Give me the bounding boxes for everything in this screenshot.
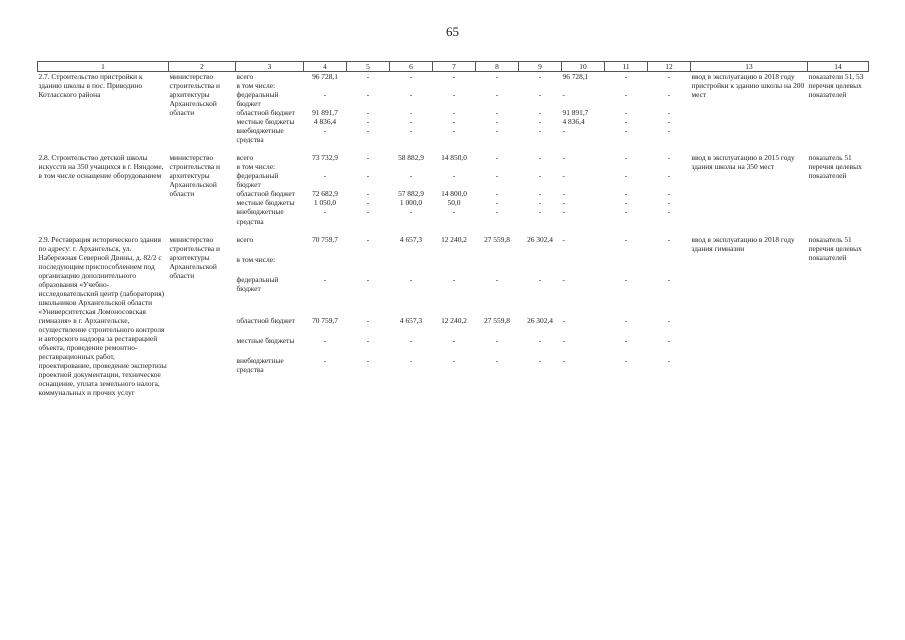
amount-cell: 50,0	[447, 198, 461, 208]
amount-cell: -	[624, 275, 628, 285]
amount-cell: -	[409, 207, 413, 217]
amount-cell: 70 759,7	[312, 234, 338, 244]
amount-cell: -	[624, 207, 628, 217]
amount-cell: 26 302,4	[527, 315, 553, 325]
amount-cell: 12 240,2	[441, 234, 467, 244]
amount-cell	[476, 162, 519, 171]
expected-result: ввод в эксплуатацию в 2015 году здания школы на 350 мест	[691, 153, 795, 172]
amount-cell	[304, 162, 347, 171]
table-row	[38, 72, 869, 82]
amount-cell: -	[366, 207, 370, 217]
amount-cell: -	[366, 189, 370, 199]
amount-cell: -	[538, 108, 542, 118]
responsible-executor: министерство строительства и архитектуры Архангельской области	[169, 234, 221, 280]
spacer-cell	[38, 226, 869, 235]
amount-cell: -	[624, 72, 628, 82]
amount-cell: -	[452, 72, 456, 82]
amount-cell: -	[323, 275, 327, 285]
column-number: 7	[433, 62, 476, 72]
amount-cell: -	[323, 356, 327, 366]
target-indicator: показатель 51 перечня целевых показателей	[808, 234, 862, 262]
amount-cell: 4 657,3	[399, 315, 423, 325]
column-number: 9	[519, 62, 562, 72]
amount-cell: -	[562, 275, 565, 285]
funding-source: в том числе:	[236, 254, 276, 264]
amount-cell: 96 728,1	[312, 72, 338, 82]
table-row	[38, 153, 869, 162]
column-number: 4	[304, 62, 347, 72]
amount-cell	[605, 162, 648, 171]
amount-cell: -	[452, 117, 456, 127]
amount-cell: -	[538, 336, 542, 346]
amount-cell	[476, 255, 519, 275]
measure-name: 2.9. Реставрация исторического здания по адресу: г. Архангельск, ул. Набережная Северной Двины, д. 82/2 с последующим приспособлением под организацию дополнительного образования «Учебно-исследовательский центр (лаборатория) школьников Архангельской области «Университетская Ломоносовская гимназия» в г. Архангельске, осуществление строительного контроля и авторского надзора за реставрацией объекта, проведение ремонтно-реставрационных работ, проектирование, проведение экспертизы проектной документации, техническое оснащение, уплата земельного налога, коммунальных и прочих услуг	[38, 234, 167, 398]
amount-cell	[347, 255, 390, 275]
amount-cell: -	[495, 90, 499, 100]
amount-cell: 70 759,7	[312, 315, 338, 325]
amount-cell: -	[667, 108, 671, 118]
amount-cell: -	[452, 108, 456, 118]
amount-cell: -	[409, 117, 413, 127]
funding-source: федеральный бюджет	[236, 171, 279, 190]
amount-cell: -	[562, 126, 565, 136]
amount-cell	[304, 255, 347, 275]
amount-cell: 73 732,9	[312, 153, 338, 163]
amount-cell: 26 302,4	[527, 234, 553, 244]
amount-cell: 27 559,8	[484, 234, 510, 244]
amount-cell: -	[323, 207, 327, 217]
amount-cell	[605, 81, 648, 90]
spacer-cell	[38, 144, 869, 153]
amount-cell: -	[538, 72, 542, 82]
column-number: 3	[236, 62, 304, 72]
amount-cell	[648, 255, 691, 275]
amount-cell: -	[562, 207, 565, 217]
amount-cell	[519, 162, 562, 171]
amount-cell	[476, 81, 519, 90]
amount-cell: -	[409, 275, 413, 285]
amount-cell: -	[562, 90, 565, 100]
measure-name: 2.8. Строительство детской школы искусств на 350 учащихся в г. Няндоме, в том числе оснащение оборудованием	[38, 153, 164, 181]
amount-cell: -	[538, 356, 542, 366]
funding-source: внебюджетные средства	[236, 207, 284, 226]
amount-cell: 14 850,0	[441, 153, 467, 163]
amount-cell: -	[495, 126, 499, 136]
amount-cell: -	[366, 171, 370, 181]
amount-cell: -	[409, 336, 413, 346]
amount-cell: 4 836,4	[313, 117, 337, 127]
amount-cell: -	[667, 189, 671, 199]
amount-cell: 1 050,0	[313, 198, 337, 208]
amount-cell: -	[495, 108, 499, 118]
funding-source: федеральный бюджет	[236, 275, 279, 294]
amount-cell: -	[562, 336, 565, 346]
amount-cell	[562, 255, 605, 275]
amount-cell: -	[409, 90, 413, 100]
column-number: 2	[169, 62, 236, 72]
column-number-row	[38, 62, 869, 72]
amount-cell: -	[366, 153, 370, 163]
column-number: 1	[38, 62, 169, 72]
amount-cell	[390, 255, 433, 275]
funding-source: областной бюджет	[236, 108, 295, 118]
amount-cell: -	[624, 189, 628, 199]
amount-cell: -	[495, 336, 499, 346]
funding-source: областной бюджет	[236, 315, 295, 325]
amount-cell: -	[538, 90, 542, 100]
amount-cell: -	[323, 90, 327, 100]
amount-cell: 4 836,4	[562, 117, 585, 127]
amount-cell: -	[366, 336, 370, 346]
measure-name: 2.7. Строительство пристройки к зданию школы в пос. Приводино Котласского района	[38, 72, 143, 100]
amount-cell: -	[667, 72, 671, 82]
amount-cell: -	[452, 207, 456, 217]
amount-cell: -	[366, 126, 370, 136]
amount-cell: -	[323, 171, 327, 181]
amount-cell: -	[538, 189, 542, 199]
amount-cell	[648, 162, 691, 171]
amount-cell	[648, 81, 691, 90]
section-spacer	[38, 144, 869, 153]
amount-cell	[347, 81, 390, 90]
amount-cell: -	[452, 171, 456, 181]
amount-cell: -	[624, 198, 628, 208]
amount-cell: -	[667, 234, 671, 244]
amount-cell: -	[624, 126, 628, 136]
amount-cell	[605, 255, 648, 275]
amount-cell: -	[495, 275, 499, 285]
amount-cell	[433, 162, 476, 171]
amount-cell	[519, 255, 562, 275]
expected-result: ввод в эксплуатацию в 2018 году пристройки к зданию школы на 200 мест	[691, 72, 805, 100]
expected-result: ввод в эксплуатацию в 2018 году здания гимназии	[691, 234, 795, 253]
amount-cell: -	[562, 189, 565, 199]
amount-cell: -	[366, 234, 370, 244]
amount-cell: 72 682,9	[312, 189, 338, 199]
amount-cell: -	[624, 117, 628, 127]
amount-cell: -	[538, 117, 542, 127]
amount-cell: -	[366, 315, 370, 325]
amount-cell: -	[366, 198, 370, 208]
amount-cell	[347, 162, 390, 171]
program-table	[37, 61, 869, 397]
amount-cell	[433, 255, 476, 275]
amount-cell: -	[366, 275, 370, 285]
amount-cell: 91 891,7	[562, 108, 589, 118]
amount-cell: -	[452, 356, 456, 366]
amount-cell: -	[495, 153, 499, 163]
amount-cell: -	[495, 189, 499, 199]
amount-cell: -	[409, 356, 413, 366]
amount-cell: -	[667, 198, 671, 208]
amount-cell: -	[624, 234, 628, 244]
column-number: 6	[390, 62, 433, 72]
amount-cell: 58 882,9	[398, 153, 424, 163]
amount-cell: -	[366, 90, 370, 100]
amount-cell: -	[495, 117, 499, 127]
amount-cell: -	[495, 198, 499, 208]
amount-cell: -	[323, 336, 327, 346]
amount-cell: -	[495, 72, 499, 82]
column-number: 8	[476, 62, 519, 72]
amount-cell: -	[452, 126, 456, 136]
funding-source: внебюджетные средства	[236, 126, 284, 145]
amount-cell: 12 240,2	[441, 315, 467, 325]
amount-cell: -	[667, 315, 671, 325]
amount-cell: -	[538, 171, 542, 181]
amount-cell: -	[366, 117, 370, 127]
amount-cell	[562, 162, 605, 171]
amount-cell: -	[366, 356, 370, 366]
amount-cell: -	[409, 108, 413, 118]
target-indicator: показатель 51 перечня целевых показателей	[808, 153, 862, 181]
funding-source: областной бюджет	[236, 189, 295, 199]
amount-cell: -	[452, 90, 456, 100]
column-number: 12	[648, 62, 691, 72]
table-row	[38, 235, 869, 255]
amount-cell: -	[667, 90, 671, 100]
amount-cell: 14 800,0	[441, 189, 467, 199]
page-number: 65	[446, 24, 459, 39]
amount-cell: -	[366, 108, 370, 118]
amount-cell: -	[409, 72, 413, 82]
amount-cell: -	[452, 275, 456, 285]
amount-cell: -	[667, 336, 671, 346]
responsible-executor: министерство строительства и архитектуры Архангельской области	[169, 72, 221, 118]
amount-cell: 96 728,1	[562, 72, 589, 82]
amount-cell: -	[562, 356, 565, 366]
amount-cell	[390, 162, 433, 171]
amount-cell: -	[562, 198, 565, 208]
amount-cell: -	[667, 153, 671, 163]
responsible-executor: министерство строительства и архитектуры Архангельской области	[169, 153, 221, 199]
section-spacer	[38, 226, 869, 235]
column-number: 5	[347, 62, 390, 72]
amount-cell	[562, 81, 605, 90]
funding-source: местные бюджеты	[236, 336, 295, 346]
amount-cell: -	[667, 171, 671, 181]
column-number: 10	[562, 62, 605, 72]
amount-cell: -	[495, 171, 499, 181]
amount-cell: -	[624, 153, 628, 163]
amount-cell: -	[624, 336, 628, 346]
funding-source: внебюджетные средства	[236, 356, 284, 375]
amount-cell: -	[366, 72, 370, 82]
amount-cell: -	[538, 207, 542, 217]
column-number: 11	[605, 62, 648, 72]
amount-cell: -	[667, 207, 671, 217]
amount-cell: -	[538, 198, 542, 208]
amount-cell: -	[624, 315, 628, 325]
amount-cell: -	[495, 207, 499, 217]
amount-cell: -	[562, 153, 565, 163]
amount-cell: -	[624, 90, 628, 100]
amount-cell: 57 882,9	[398, 189, 424, 199]
amount-cell: -	[624, 171, 628, 181]
amount-cell: -	[667, 356, 671, 366]
amount-cell: -	[495, 356, 499, 366]
funding-source: всего	[236, 153, 254, 163]
amount-cell: -	[667, 275, 671, 285]
amount-cell: -	[562, 234, 565, 244]
funding-source: в том числе:	[236, 81, 276, 91]
amount-cell: -	[562, 315, 565, 325]
amount-cell: -	[667, 117, 671, 127]
amount-cell	[519, 81, 562, 90]
amount-cell: -	[538, 153, 542, 163]
funding-source: местные бюджеты	[236, 117, 295, 127]
funding-source: федеральный бюджет	[236, 90, 279, 109]
funding-source: в том числе:	[236, 162, 276, 172]
amount-cell	[390, 81, 433, 90]
funding-source: всего	[236, 72, 254, 82]
amount-cell: -	[562, 171, 565, 181]
amount-cell: -	[538, 275, 542, 285]
amount-cell: 91 891,7	[312, 108, 338, 118]
amount-cell: -	[409, 171, 413, 181]
amount-cell: 1 000,0	[399, 198, 423, 208]
amount-cell	[304, 81, 347, 90]
amount-cell: -	[624, 356, 628, 366]
target-indicator: показатели 51, 53 перечня целевых показателей	[808, 72, 864, 100]
column-number: 13	[691, 62, 808, 72]
amount-cell: -	[323, 126, 327, 136]
amount-cell: -	[452, 336, 456, 346]
amount-cell: -	[624, 108, 628, 118]
amount-cell: -	[409, 126, 413, 136]
column-number: 14	[808, 62, 869, 72]
funding-source: всего	[236, 234, 254, 244]
amount-cell: -	[667, 126, 671, 136]
amount-cell	[433, 81, 476, 90]
funding-source: местные бюджеты	[236, 198, 295, 208]
amount-cell: 27 559,8	[484, 315, 510, 325]
amount-cell: 4 657,3	[399, 234, 423, 244]
amount-cell: -	[538, 126, 542, 136]
